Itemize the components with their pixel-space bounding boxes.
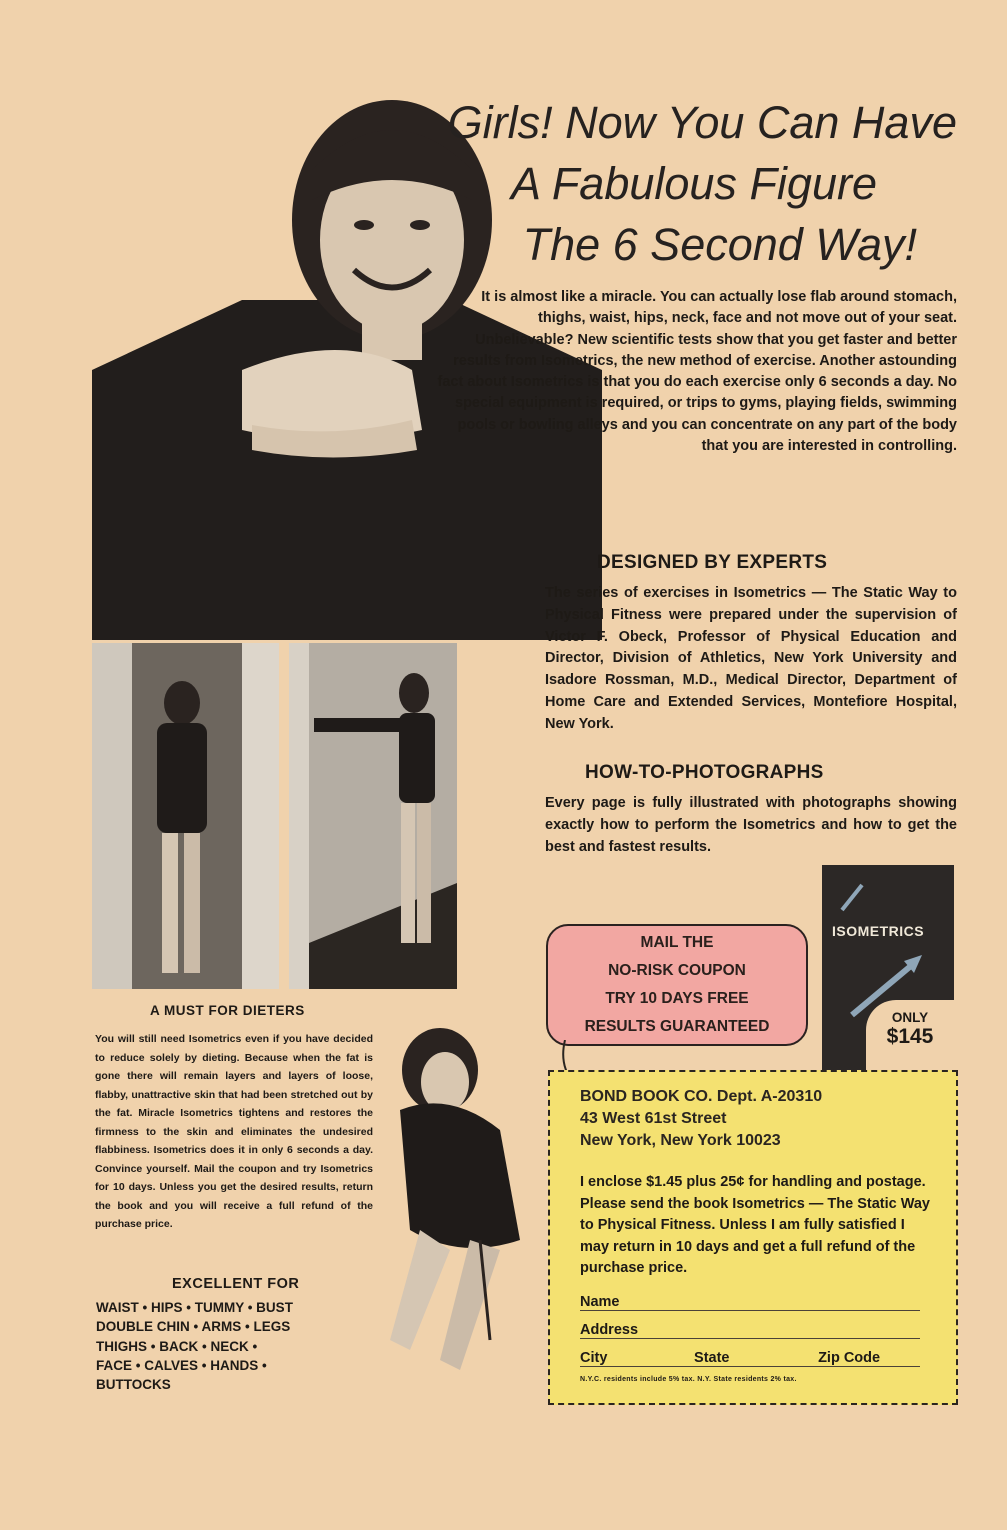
dieters-heading: A MUST FOR DIETERS (150, 1003, 305, 1018)
coupon-address-line-1: BOND BOOK CO. Dept. A-20310 (580, 1088, 823, 1105)
headline-line-2: A Fabulous Figure (510, 158, 877, 209)
price-only-label: ONLY (891, 1010, 929, 1025)
headline-line-1: Girls! Now You Can Have (447, 97, 957, 148)
name-field[interactable] (580, 1294, 920, 1311)
excellent-line-2: DOUBLE CHIN • ARMS • LEGS (96, 1319, 291, 1335)
balloon-line-1: MAIL THE (640, 934, 714, 951)
excellent-line-1: WAIST • HIPS • TUMMY • BUST (96, 1300, 293, 1315)
coupon-address (580, 1086, 822, 1152)
excellent-list (96, 1298, 376, 1394)
headline-line-3: The 6 Second Way! (522, 219, 917, 270)
excellent-line-4: FACE • CALVES • HANDS • (96, 1357, 267, 1373)
exercise-photo-wall-push (289, 643, 457, 989)
coupon-address-line-2: 43 West 61st Street (580, 1110, 727, 1127)
coupon-callout-balloon (546, 924, 808, 1046)
intro-paragraph: It is almost like a miracle. You can actually lose flab around stomach, thighs, waist, hips, neck, face and not move out of your seat. Unbelievable? New scientific tests show that you get faster and better results from Isometrics, the new method of exercise. Another astounding fact about Isometrics is that you do each exercise only 6 seconds a day. No special equipment is required, or trips to gyms, playing fields, swimming pools or bowling alleys and you can concentrate on any part of the body that you are interested in controlling. (437, 289, 957, 455)
balloon-line-3: TRY 10 DAYS FREE (605, 990, 749, 1007)
excellent-line-3: THIGHS • BACK • NECK • (96, 1338, 258, 1354)
city-label: City (580, 1350, 608, 1366)
tax-note: N.Y.C. residents include 5% tax. N.Y. State residents 2% tax. (580, 1376, 797, 1383)
coupon-address-line-3: New York, New York 10023 (580, 1132, 781, 1149)
excellent-heading: EXCELLENT FOR (172, 1276, 300, 1292)
exercise-photo-sitting (360, 1010, 545, 1400)
name-label: Name (580, 1294, 620, 1310)
balloon-line-2: NO-RISK COUPON (608, 962, 746, 979)
coupon-body: I enclose $1.45 plus 25¢ for handling and postage. Please send the book Isometrics — The Static Way to Physical Fitness. Unless I am fully satisfied I may return in 10 days and get a full refund of the purchase price. (580, 1174, 930, 1277)
balloon-line-4: RESULTS GUARANTEED (584, 1018, 770, 1035)
state-label: State (694, 1350, 730, 1366)
section-experts-heading: DESIGNED BY EXPERTS (597, 552, 828, 573)
dieters-body: You will still need Isometrics even if you have decided to reduce solely by dieting. Because when the fat is gone there will remain layers and layers of loose, flabby, unattractive skin that had been stretched out by the fat. Miracle Isometrics tightens and restores the firmness to the skin and eliminates the undesired flabbiness. Isometrics does it in only 6 seconds a day. Convince yourself. Mail the coupon and try Isometrics for 10 days. Unless you get the desired results, return the book and you will receive a full refund of the purchase price. (95, 1033, 373, 1230)
price-box (866, 1000, 954, 1070)
order-coupon[interactable] (548, 1070, 958, 1405)
city-state-zip-field[interactable] (580, 1350, 920, 1367)
zip-label: Zip Code (818, 1350, 881, 1366)
section-photos-body: Every page is fully illustrated with photographs showing exactly how to perform the Isometrics and how to get the best and fastest results. (545, 795, 957, 855)
address-field[interactable] (580, 1322, 920, 1339)
book-title: ISOMETRICS (832, 923, 925, 939)
address-label: Address (580, 1322, 639, 1338)
headline (397, 92, 957, 275)
section-experts-body: The series of exercises in Isometrics — The Static Way to Physical Fitness were prepared under the supervision of Victor F. Obeck, Professor of Physical Education and Director, Division of Athletics, New York University and Isadore Rossman, M.D., Medical Director, Department of Home Care and Extended Services, Montefiore Hospital, New York. (545, 585, 957, 732)
price-value: $145 (886, 1025, 934, 1048)
excellent-line-5: BUTTOCKS (96, 1377, 171, 1393)
exercise-photo-doorway (92, 643, 279, 989)
section-photos-heading: HOW-TO-PHOTOGRAPHS (585, 762, 824, 783)
